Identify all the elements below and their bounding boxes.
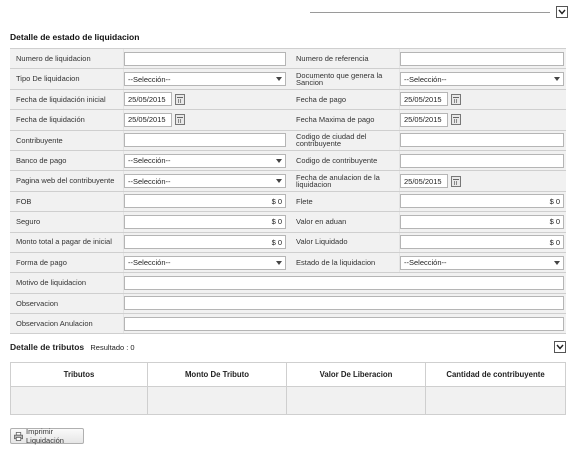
chevron-down-icon xyxy=(554,261,560,265)
form-row xyxy=(10,69,566,89)
calendar-icon[interactable] xyxy=(175,114,185,125)
observacion-cell xyxy=(124,294,566,313)
section-title: Detalle de estado de liquidacion xyxy=(10,32,140,42)
contribuyente-input[interactable] xyxy=(124,133,286,147)
table-header-row xyxy=(11,363,566,387)
monto-total-a-pagar-de-inicial-input[interactable]: $ 0 xyxy=(124,235,286,249)
documento-que-genera-la-sancion-select[interactable] xyxy=(400,72,564,86)
forma-de-pago-label: Forma de pago xyxy=(10,253,124,272)
table-cell xyxy=(426,387,566,415)
forma-de-pago-selected-value: --Selección-- xyxy=(128,258,171,268)
valor-liquidado-cell xyxy=(400,233,566,252)
numero-de-referencia-label: Numero de referencia xyxy=(290,49,400,68)
form-row xyxy=(10,314,566,334)
fecha-maxima-de-pago-date-input[interactable]: 25/05/2015 xyxy=(400,113,448,127)
form-row xyxy=(10,151,566,171)
calendar-icon[interactable] xyxy=(451,176,461,187)
valor-en-aduan-label: Valor en aduan xyxy=(290,212,400,231)
documento-que-genera-la-sancion-label: Documento que genera la Sancion xyxy=(290,69,400,88)
numero-de-liquidacion-cell xyxy=(124,49,290,68)
tributos-table xyxy=(10,362,566,415)
banco-de-pago-selected-value: --Selección-- xyxy=(128,156,171,166)
fecha-de-liquidacion-inicial-date-input[interactable]: 25/05/2015 xyxy=(124,92,172,106)
banco-de-pago-cell xyxy=(124,151,290,170)
fecha-de-liquidacion-inicial-label: Fecha de liquidación inicial xyxy=(10,90,124,109)
column-header-monto[interactable]: Monto De Tributo xyxy=(148,363,287,387)
calendar-icon[interactable] xyxy=(451,94,461,105)
forma-de-pago-cell xyxy=(124,253,290,272)
form-row xyxy=(10,171,566,191)
seguro-label: Seguro xyxy=(10,212,124,231)
pagina-web-del-contribuyente-label: Pagina web del contribuyente xyxy=(10,171,124,190)
column-header-tributos[interactable]: Tributos xyxy=(11,363,148,387)
form-row xyxy=(10,253,566,273)
fecha-de-liquidacion-inicial-cell xyxy=(124,90,290,109)
calendar-icon[interactable] xyxy=(175,94,185,105)
fecha-de-liquidacion-cell xyxy=(124,110,290,129)
contribuyente-label: Contribuyente xyxy=(10,131,124,150)
print-button-label: Imprimir Liquidación xyxy=(26,427,64,445)
codigo-de-contribuyente-cell xyxy=(400,151,566,170)
observacion-anulacion-label: Observacion Anulacion xyxy=(10,314,124,333)
top-divider xyxy=(310,12,550,13)
banco-de-pago-label: Banco de pago xyxy=(10,151,124,170)
valor-liquidado-label: Valor Liquidado xyxy=(290,233,400,252)
table-cell xyxy=(11,387,148,415)
estado-de-la-liquidacion-select[interactable] xyxy=(400,256,564,270)
codigo-de-contribuyente-input[interactable] xyxy=(400,154,564,168)
fecha-maxima-de-pago-label: Fecha Maxima de pago xyxy=(290,110,400,129)
chevron-down-icon xyxy=(276,159,282,163)
chevron-down-icon xyxy=(276,261,282,265)
table-cell xyxy=(148,387,287,415)
table-row xyxy=(11,387,566,415)
banco-de-pago-select[interactable] xyxy=(124,154,286,168)
fecha-de-pago-date-picker xyxy=(400,92,461,106)
column-header-cantidad[interactable]: Cantidad de contribuyente xyxy=(426,363,566,387)
fecha-de-anulacion-de-la-liquidacion-date-picker xyxy=(400,174,461,188)
observacion-anulacion-cell xyxy=(124,314,566,333)
tipo-de-liquidacion-selected-value: --Selección-- xyxy=(128,74,171,84)
chevron-down-icon xyxy=(276,77,282,81)
numero-de-liquidacion-label: Numero de liquidacion xyxy=(10,49,124,68)
form-row xyxy=(10,110,566,130)
monto-total-a-pagar-de-inicial-label: Monto total a pagar de inicial xyxy=(10,233,124,252)
column-header-valor-liberacion[interactable]: Valor De Liberacion xyxy=(287,363,426,387)
estado-de-la-liquidacion-cell xyxy=(400,253,566,272)
chevron-down-icon xyxy=(276,179,282,183)
pagina-web-del-contribuyente-select[interactable] xyxy=(124,174,286,188)
chevron-down-icon xyxy=(556,344,564,350)
tipo-de-liquidacion-select[interactable] xyxy=(124,72,286,86)
form-row xyxy=(10,131,566,151)
motivo-de-liquidacion-input[interactable] xyxy=(124,276,564,290)
tributos-title: Detalle de tributos xyxy=(10,342,85,352)
seguro-input[interactable]: $ 0 xyxy=(124,215,286,229)
documento-que-genera-la-sancion-selected-value: --Selección-- xyxy=(404,74,447,84)
flete-label: Flete xyxy=(290,192,400,211)
settlement-form xyxy=(10,48,566,334)
numero-de-liquidacion-input[interactable] xyxy=(124,52,286,66)
fob-cell xyxy=(124,192,290,211)
tipo-de-liquidacion-cell xyxy=(124,69,290,88)
fecha-de-pago-label: Fecha de pago xyxy=(290,90,400,109)
tipo-de-liquidacion-label: Tipo De liquidacion xyxy=(10,69,124,88)
valor-en-aduan-cell xyxy=(400,212,566,231)
form-row xyxy=(10,49,566,69)
fecha-de-pago-cell xyxy=(400,90,566,109)
codigo-de-ciudad-del-contribuyente-label: Codigo de ciudad del contribuyente xyxy=(290,131,400,150)
motivo-de-liquidacion-cell xyxy=(124,273,566,292)
tributos-header xyxy=(10,342,566,356)
fecha-de-liquidacion-date-input[interactable]: 25/05/2015 xyxy=(124,113,172,127)
form-row xyxy=(10,192,566,212)
motivo-de-liquidacion-label: Motivo de liquidacion xyxy=(10,273,124,292)
valor-liquidado-input[interactable]: $ 0 xyxy=(400,235,564,249)
flete-cell xyxy=(400,192,566,211)
fecha-maxima-de-pago-cell xyxy=(400,110,566,129)
fecha-de-liquidacion-date-picker xyxy=(124,113,185,127)
forma-de-pago-select[interactable] xyxy=(124,256,286,270)
observacion-anulacion-input[interactable] xyxy=(124,317,564,331)
tributos-collapse-button[interactable] xyxy=(554,341,566,353)
form-row xyxy=(10,233,566,253)
seguro-cell xyxy=(124,212,290,231)
observacion-label: Observacion xyxy=(10,294,124,313)
monto-total-a-pagar-de-inicial-cell xyxy=(124,233,290,252)
collapse-toggle-button[interactable] xyxy=(556,6,568,18)
pagina-web-del-contribuyente-cell xyxy=(124,171,290,190)
estado-de-la-liquidacion-selected-value: --Selección-- xyxy=(404,258,447,268)
fecha-de-anulacion-de-la-liquidacion-date-input[interactable]: 25/05/2015 xyxy=(400,174,448,188)
observacion-input[interactable] xyxy=(124,296,564,310)
fob-label: FOB xyxy=(10,192,124,211)
codigo-de-ciudad-del-contribuyente-cell xyxy=(400,131,566,150)
form-row xyxy=(10,212,566,232)
tributos-result-count: Resultado : 0 xyxy=(90,343,135,352)
form-row xyxy=(10,90,566,110)
documento-que-genera-la-sancion-cell xyxy=(400,69,566,88)
fecha-de-pago-date-input[interactable]: 25/05/2015 xyxy=(400,92,448,106)
fecha-de-anulacion-de-la-liquidacion-cell xyxy=(400,171,566,190)
numero-de-referencia-cell xyxy=(400,49,566,68)
fecha-de-liquidacion-inicial-date-picker xyxy=(124,92,185,106)
print-settlement-button[interactable] xyxy=(10,428,84,444)
form-row xyxy=(10,273,566,293)
fob-input[interactable]: $ 0 xyxy=(124,194,286,208)
fecha-de-anulacion-de-la-liquidacion-label: Fecha de anulacion de la liquidacion xyxy=(290,171,400,190)
codigo-de-contribuyente-label: Codigo de contribuyente xyxy=(290,151,400,170)
chevron-down-icon xyxy=(554,77,560,81)
codigo-de-ciudad-del-contribuyente-input[interactable] xyxy=(400,133,564,147)
calendar-icon[interactable] xyxy=(451,114,461,125)
fecha-de-liquidacion-label: Fecha de liquidación xyxy=(10,110,124,129)
numero-de-referencia-input[interactable] xyxy=(400,52,564,66)
table-cell xyxy=(287,387,426,415)
fecha-maxima-de-pago-date-picker xyxy=(400,113,461,127)
top-bar xyxy=(0,0,574,22)
form-row xyxy=(10,294,566,314)
contribuyente-cell xyxy=(124,131,290,150)
estado-de-la-liquidacion-label: Estado de la liquidacion xyxy=(290,253,400,272)
flete-input[interactable]: $ 0 xyxy=(400,194,564,208)
valor-en-aduan-input[interactable]: $ 0 xyxy=(400,215,564,229)
chevron-down-icon xyxy=(558,9,566,15)
pagina-web-del-contribuyente-selected-value: --Selección-- xyxy=(128,176,171,186)
printer-icon xyxy=(14,432,23,441)
